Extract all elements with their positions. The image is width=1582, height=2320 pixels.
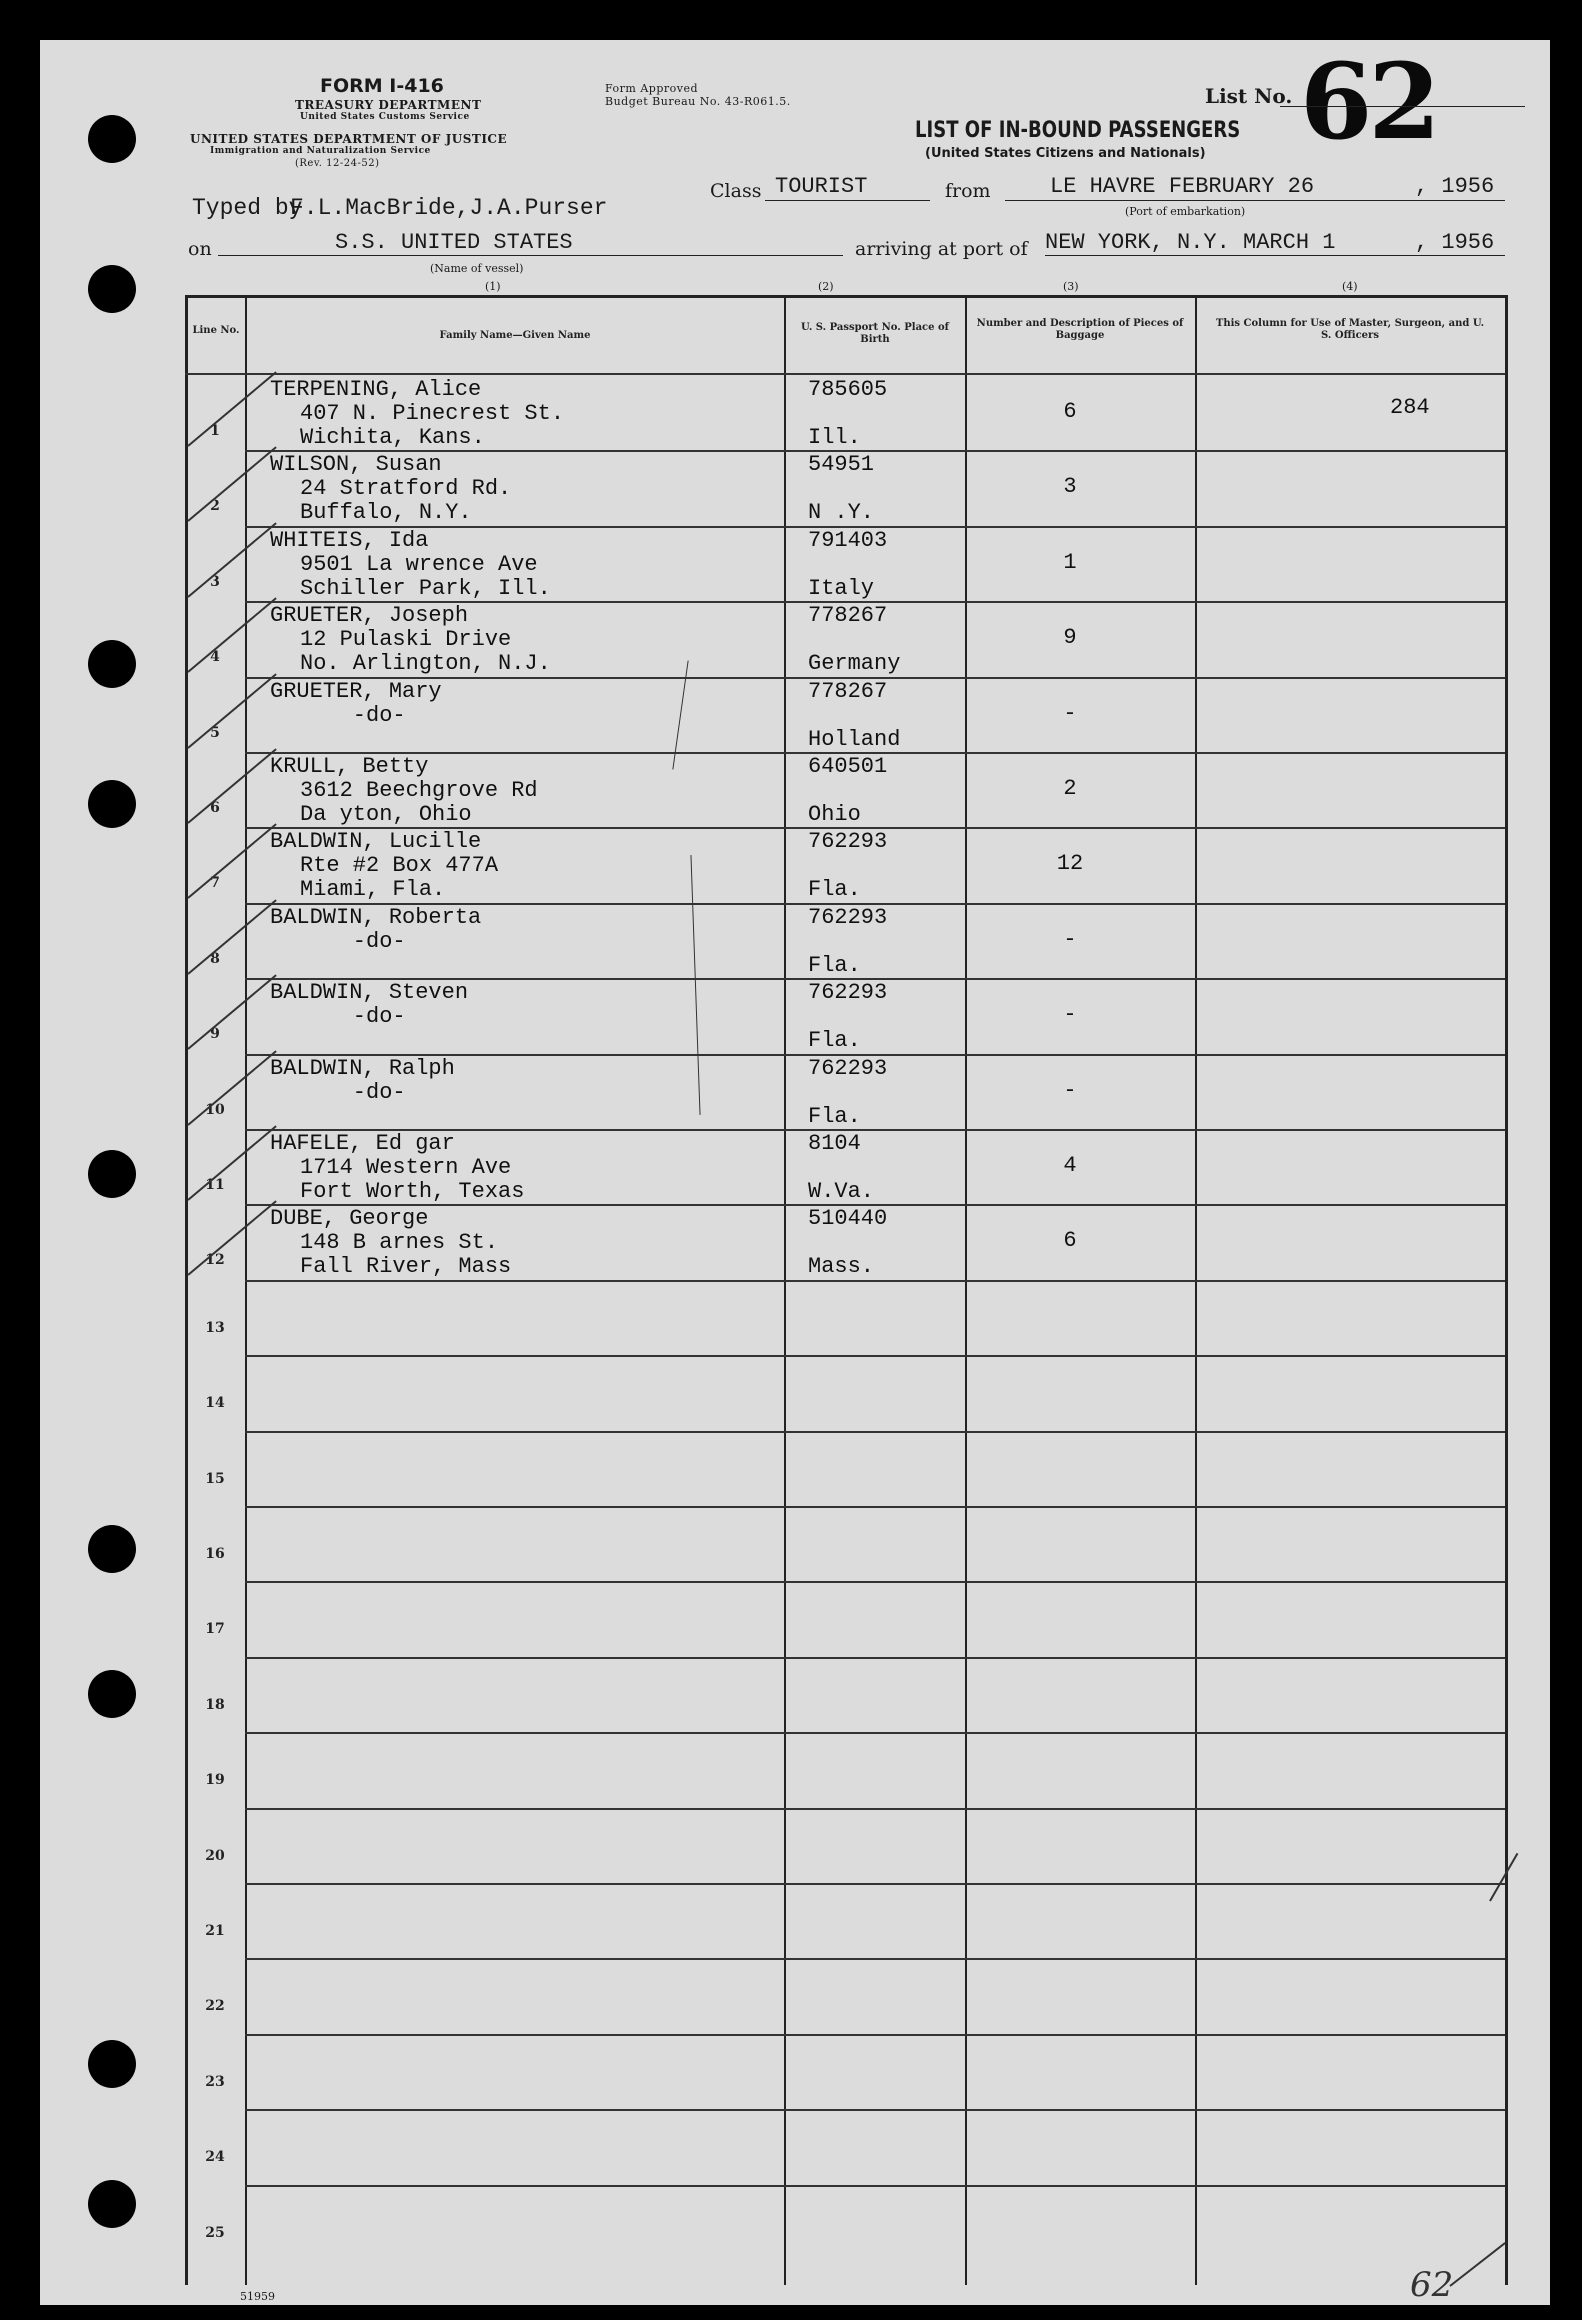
line-number: 12	[205, 1252, 225, 1269]
row-divider	[245, 1280, 1505, 1282]
address-city: Fort Worth, Texas	[300, 1179, 525, 1204]
baggage-count: -	[1063, 1077, 1077, 1103]
budget-bureau: Budget Bureau No. 43-R061.5.	[605, 95, 791, 108]
table-right-border	[1505, 295, 1508, 2285]
punch-hole	[88, 2040, 136, 2088]
arriving-year: , 1956	[1415, 230, 1495, 255]
passport-number: 785605	[808, 377, 888, 402]
dept-justice: UNITED STATES DEPARTMENT OF JUSTICE	[190, 132, 508, 146]
place-of-birth: W.Va.	[808, 1179, 875, 1204]
form-approved: Form Approved	[605, 82, 699, 95]
row-divider	[245, 2185, 1505, 2187]
line-number: 6	[210, 800, 220, 816]
typed-by-label: Typed by	[192, 195, 303, 221]
line-number: 23	[205, 2073, 225, 2090]
address-city: No. Arlington, N.J.	[300, 651, 551, 677]
line-number: 15	[205, 1470, 225, 1487]
handwritten-mark	[1449, 2242, 1505, 2287]
from-underline	[1005, 200, 1505, 201]
line-number: 8	[210, 950, 220, 967]
passenger-name: BALDWIN, Lucille	[270, 829, 482, 855]
passport-number: 8104	[808, 1131, 861, 1156]
line-number: 22	[205, 1998, 225, 2015]
passenger-name: WILSON, Susan	[270, 452, 442, 478]
handwritten-mark	[1489, 1853, 1518, 1902]
punch-hole	[88, 2180, 136, 2228]
address-street: 24 Stratford Rd.	[300, 476, 512, 502]
place-of-birth: Ohio	[808, 802, 861, 827]
class-value: TOURIST	[775, 174, 868, 199]
document-subtitle: (United States Citizens and Nationals)	[925, 146, 1206, 161]
passenger-name: KRULL, Betty	[270, 754, 429, 779]
col-number-2: (2)	[818, 280, 834, 293]
line-number: 13	[205, 1319, 225, 1336]
address-street: Rte #2 Box 477A	[300, 853, 499, 879]
from-label: from	[945, 180, 991, 202]
line-number: 21	[205, 1923, 225, 1939]
line-number: 9	[210, 1026, 220, 1043]
passport-number: 791403	[808, 527, 888, 553]
passenger-name: GRUETER, Mary	[270, 678, 442, 704]
passport-number: 510440	[808, 1206, 888, 1232]
row-divider	[245, 1355, 1505, 1357]
passport-number: 640501	[808, 754, 888, 779]
line-number: 2	[210, 498, 220, 515]
punch-hole	[88, 1670, 136, 1718]
line-number: 1	[210, 423, 220, 439]
row-divider	[245, 1732, 1505, 1734]
arriving-label: arriving at port of	[855, 238, 1028, 260]
row-divider	[245, 1506, 1505, 1508]
baggage-count: 1	[1063, 549, 1077, 575]
place-of-birth: Fla.	[808, 877, 861, 903]
address-street: -do-	[300, 1079, 406, 1105]
line-number: 18	[205, 1696, 225, 1713]
row-divider	[245, 2109, 1505, 2111]
row-divider	[245, 1431, 1505, 1433]
place-of-birth: Ill.	[808, 425, 861, 450]
address-street: 3612 Beechgrove Rd	[300, 778, 538, 803]
baggage-count: 2	[1063, 776, 1077, 801]
passenger-name: GRUETER, Joseph	[270, 603, 469, 629]
vessel-name: S.S. UNITED STATES	[335, 230, 573, 255]
line-number: 24	[205, 2149, 225, 2166]
address-street: -do-	[300, 928, 406, 954]
baggage-count: 12	[1056, 851, 1084, 877]
col-header-passport: U. S. Passport No. Place of Birth	[801, 322, 949, 345]
col-header-baggage: Number and Description of Pieces of Baggage	[976, 318, 1184, 341]
line-number: 10	[205, 1101, 225, 1118]
place-of-birth: N .Y.	[808, 500, 875, 526]
row-divider	[245, 1581, 1505, 1583]
col-header-officers: This Column for Use of Master, Surgeon, and U. S. Officers	[1215, 318, 1485, 341]
passport-number: 762293	[808, 1055, 888, 1081]
vessel-underline	[218, 255, 843, 256]
col-number-1: (1)	[485, 280, 501, 293]
line-number: 14	[205, 1395, 225, 1412]
line-number: 25	[205, 2224, 225, 2241]
col-divider-3	[965, 295, 967, 2285]
baggage-count: 3	[1063, 474, 1077, 500]
row-divider	[245, 1958, 1505, 1960]
line-number: 19	[205, 1772, 225, 1789]
line-number: 20	[205, 1847, 225, 1864]
passport-number: 762293	[808, 980, 888, 1006]
row-divider	[245, 1808, 1505, 1810]
document-title: LIST OF IN-BOUND PASSENGERS	[915, 118, 1241, 143]
passenger-name: TERPENING, Alice	[270, 377, 482, 402]
place-of-birth: Fla.	[808, 1028, 861, 1054]
address-city: Schiller Park, Ill.	[300, 575, 551, 601]
col-divider-1	[245, 295, 247, 2285]
form-number: FORM I-416	[320, 75, 444, 97]
manifest-sheet	[40, 40, 1550, 2305]
line-number: 11	[205, 1177, 225, 1193]
address-city: Buffalo, N.Y.	[300, 500, 472, 526]
baggage-count: 6	[1063, 399, 1077, 424]
address-street: 12 Pulaski Drive	[300, 627, 512, 653]
line-number: 7	[210, 875, 220, 892]
place-of-birth: Italy	[808, 575, 875, 601]
passenger-name: BALDWIN, Ralph	[270, 1055, 455, 1081]
line-number: 16	[205, 1546, 225, 1562]
passport-number: 54951	[808, 452, 875, 478]
passenger-name: DUBE, George	[270, 1206, 429, 1232]
baggage-count: -	[1063, 926, 1077, 952]
punch-hole	[88, 265, 136, 313]
line-number: 3	[210, 573, 220, 590]
row-divider	[245, 1883, 1505, 1885]
from-year: , 1956	[1415, 174, 1495, 199]
col-number-3: (3)	[1063, 280, 1079, 293]
dept-treasury: TREASURY DEPARTMENT	[295, 98, 482, 112]
passenger-name: BALDWIN, Steven	[270, 980, 469, 1006]
col-divider-4	[1195, 295, 1197, 2285]
place-of-birth: Mass.	[808, 1254, 875, 1280]
passenger-name: WHITEIS, Ida	[270, 527, 429, 553]
baggage-count: 4	[1063, 1153, 1077, 1178]
address-street: 407 N. Pinecrest St.	[300, 401, 565, 426]
class-underline	[765, 200, 930, 201]
line-number: 5	[210, 724, 220, 741]
list-label: List No.	[1205, 84, 1293, 108]
baggage-count: 9	[1063, 625, 1077, 651]
passport-number: 778267	[808, 678, 888, 704]
punch-hole	[88, 780, 136, 828]
punch-hole	[88, 1150, 136, 1198]
address-street: 148 B arnes St.	[300, 1230, 499, 1256]
table-top-border	[185, 295, 1505, 298]
header-bottom-border	[185, 373, 1505, 375]
passenger-name: HAFELE, Ed gar	[270, 1131, 455, 1156]
on-label: on	[188, 238, 212, 260]
address-street: 1714 Western Ave	[300, 1155, 512, 1180]
baggage-count: -	[1063, 700, 1077, 726]
punch-hole	[88, 115, 136, 163]
punch-hole	[88, 640, 136, 688]
col-header-line-no: Line No.	[192, 325, 240, 336]
arriving-underline	[1045, 255, 1505, 256]
table-left-border	[185, 295, 188, 2285]
line-number: 17	[205, 1621, 225, 1638]
address-street: 9501 La wrence Ave	[300, 551, 538, 577]
baggage-count: -	[1063, 1002, 1077, 1028]
address-city: Wichita, Kans.	[300, 425, 485, 450]
address-street: -do-	[300, 1004, 406, 1030]
officer-notes: 284	[1390, 395, 1430, 420]
place-of-birth: Holland	[808, 726, 901, 752]
place-of-birth: Fla.	[808, 1103, 861, 1129]
col-divider-2	[784, 295, 786, 2285]
from-value: LE HAVRE FEBRUARY 26	[1050, 174, 1315, 199]
list-underline	[1280, 106, 1525, 107]
place-of-birth: Fla.	[808, 952, 861, 978]
typed-by-value: F.L.MacBride,J.A.Purser	[290, 195, 608, 221]
dept-immigration: Immigration and Naturalization Service	[210, 146, 431, 156]
dept-customs: United States Customs Service	[300, 112, 470, 122]
line-number: 4	[210, 649, 220, 666]
row-divider	[245, 1657, 1505, 1659]
form-revision: (Rev. 12-24-52)	[295, 158, 380, 169]
port-embark-caption: (Port of embarkation)	[1125, 205, 1246, 218]
footer-handwritten-number: 62	[1410, 2265, 1454, 2305]
place-of-birth: Germany	[808, 651, 901, 677]
vessel-caption: (Name of vessel)	[430, 262, 524, 275]
list-number: 62	[1300, 40, 1437, 163]
punch-hole	[88, 1525, 136, 1573]
address-city: Miami, Fla.	[300, 877, 446, 903]
baggage-count: 6	[1063, 1228, 1077, 1254]
col-number-4: (4)	[1342, 280, 1358, 293]
arriving-value: NEW YORK, N.Y. MARCH 1	[1045, 230, 1336, 255]
address-city: Fall River, Mass	[300, 1254, 512, 1280]
passport-number: 762293	[808, 904, 888, 930]
col-header-name: Family Name—Given Name	[439, 330, 591, 341]
class-label: Class	[710, 180, 762, 202]
address-street: -do-	[300, 702, 406, 728]
passport-number: 762293	[808, 829, 888, 855]
handwritten-mark	[690, 855, 700, 1115]
footer-code: 51959	[240, 2290, 275, 2303]
row-divider	[245, 2034, 1505, 2036]
passenger-name: BALDWIN, Roberta	[270, 904, 482, 930]
address-city: Da yton, Ohio	[300, 802, 472, 827]
passport-number: 778267	[808, 603, 888, 629]
